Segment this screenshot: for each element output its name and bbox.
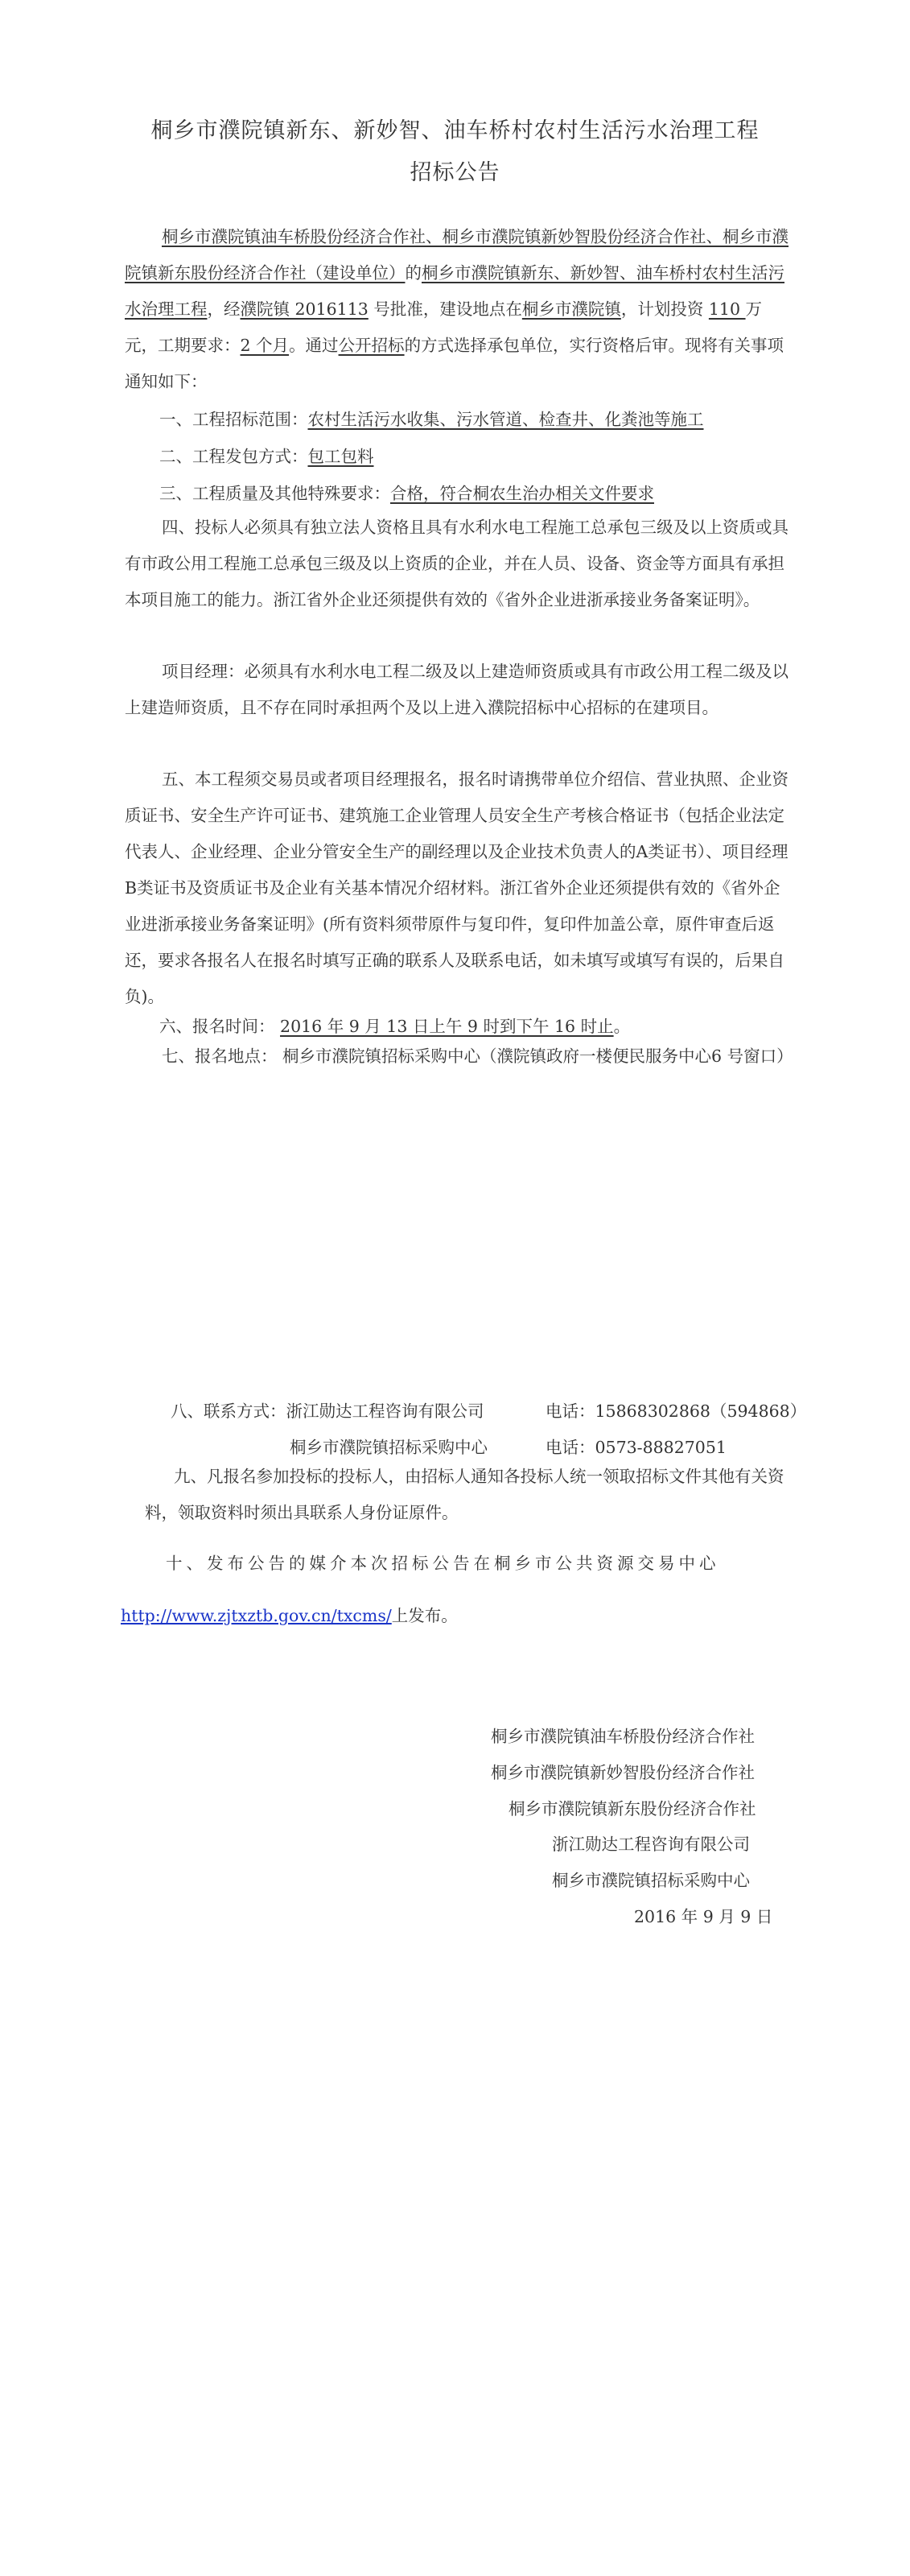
notice-title-line2: 招标公告 (410, 160, 500, 185)
tender-method: 公开招标 (338, 336, 405, 355)
contact-org-1: 浙江勋达工程咨询有限公司 (286, 1402, 484, 1421)
publication-link[interactable]: http://www.zjtxztb.gov.cn/txcms/ (121, 1606, 392, 1625)
contact-phone-2: 电话：0573-88827051 (546, 1438, 727, 1457)
signature-5: 桐乡市濮院镇招标采购中心 (552, 1871, 750, 1890)
intro-paragraph: 桐乡市濮院镇油车桥股份经济合作社、桐乡市濮院镇新妙智股份经济合作社、桐乡市濮院镇新东股份经济合作社（建设单位）的桐乡市濮院镇新东、新妙智、油车桥村农村生活污水治理工程，经濮院镇 2016113 号批准，建设地点在桐乡市濮院镇，计划投资 110 万元，工期要求：2 个月。通过公开招标的方式选择承包单位，实行资格后审。现将有关事项通知如下： (125, 227, 789, 391)
item-7-registration-place: 七、报名地点： 桐乡市濮院镇招标采购中心（濮院镇政府一楼便民服务中心6 号窗口） (162, 1046, 793, 1066)
signature-2: 桐乡市濮院镇新妙智股份经济合作社 (491, 1763, 755, 1782)
item-6-registration-time: 六、报名时间： 2016 年 9 月 13 日上午 9 时到下午 16 时止。 (159, 1017, 631, 1036)
signature-1: 桐乡市濮院镇油车桥股份经济合作社 (491, 1727, 755, 1746)
project-manager-requirement: 项目经理：必须具有水利水电工程二级及以上建造师资质或具有市政公用工程二级及以上建造师资质，且不存在同时承担两个及以上进入濮院招标中心招标的在建项目。 (125, 662, 789, 717)
contact-org-2: 桐乡市濮院镇招标采购中心 (290, 1438, 488, 1457)
notice-title-line1: 桐乡市濮院镇新东、新妙智、油车桥村农村生活污水治理工程 (150, 118, 760, 143)
item-5-registration: 五、本工程须交易员或者项目经理报名，报名时请携带单位介绍信、营业执照、企业资质证书、安全生产许可证书、建筑施工企业管理人员安全生产考核合格证书（包括企业法定代表人、企业经理、企业分管安全生产的副经理以及企业技术负责人的A类证书）、项目经理B类证书及资质证书及企业有关基本情况介绍材料。浙江省外企业还须提供有效的《省外企业进浙承接业务备案证明》(所有资料须带原件与复印件，复印件加盖公章，原件审查后返还，要求各报名人在报名时填写正确的联系人及联系电话，如未填写或填写有误的，后果自负)。 (125, 770, 789, 1006)
notice-date: 2016 年 9 月 9 日 (634, 1907, 773, 1926)
item-10-link-row: http://www.zjtxztb.gov.cn/txcms/上发布。 (121, 1606, 458, 1625)
item-10-media: 十、发布公告的媒介本次招标公告在桐乡市公共资源交易中心 (166, 1554, 720, 1573)
item-9-documents: 九、凡报名参加投标的投标人，由招标人通知各投标人统一领取招标文件其他有关资料，领取资料时须出具联系人身份证原件。 (145, 1467, 784, 1522)
contact-label: 八、联系方式： (171, 1402, 286, 1421)
builder-units: 桐乡市濮院镇油车桥股份经济合作社、桐乡市濮院镇新妙智股份经济合作社、桐乡市濮院镇新东股份经济合作社（建设单位） (125, 227, 789, 283)
item-4-qualification: 四、投标人必须具有独立法人资格且具有水利水电工程施工总承包三级及以上资质或具有市政公用工程施工总承包三级及以上资质的企业，并在人员、设备、资金等方面具有承担本项目施工的能力。浙江省外企业还须提供有效的《省外企业进浙承接业务备案证明》。 (125, 518, 789, 609)
duration-requirement: 2 个月 (240, 336, 290, 355)
signature-3: 桐乡市濮院镇新东股份经济合作社 (509, 1799, 756, 1818)
item-3-quality: 三、工程质量及其他特殊要求：合格，符合桐农生治办相关文件要求 (159, 484, 654, 503)
item-2-contract-mode: 二、工程发包方式：包工包料 (159, 447, 374, 466)
contact-phone-1: 电话：15868302868（594868） (546, 1402, 807, 1421)
contact-row-1 (171, 1397, 484, 1422)
signature-4: 浙江勋达工程咨询有限公司 (552, 1835, 750, 1854)
approval-number: 濮院镇 2016113 (240, 299, 369, 319)
project-name: 桐乡市濮院镇新东、新妙智、油车桥村农村生活污水治理工程 (125, 263, 784, 319)
item-1-scope: 一、工程招标范围：农村生活污水收集、污水管道、检查井、化粪池等施工 (159, 410, 704, 429)
construction-location: 桐乡市濮院镇 (521, 299, 621, 319)
planned-investment: 110 (708, 299, 746, 319)
